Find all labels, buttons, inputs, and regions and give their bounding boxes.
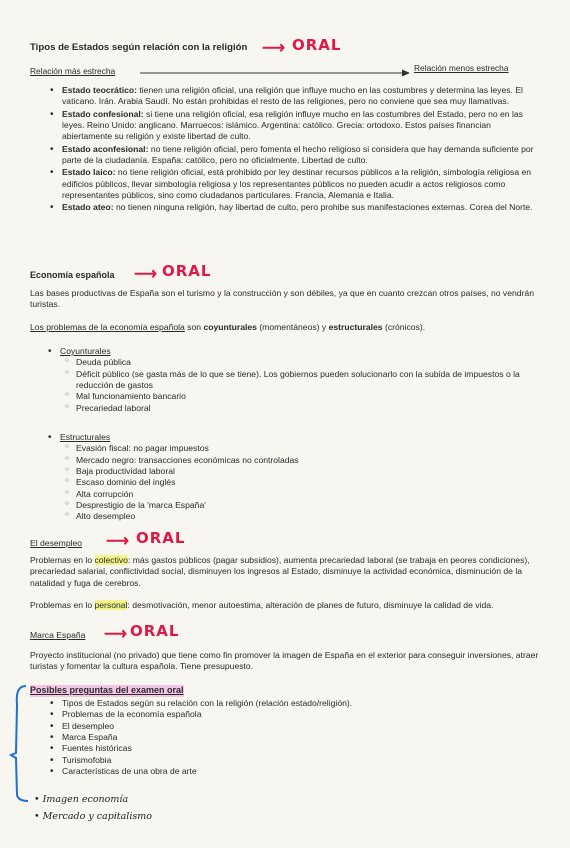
- economia-heading: Economía española: [30, 270, 115, 280]
- list-item: • Características de una obra de arte: [62, 766, 532, 777]
- oral-tag: ORAL: [292, 36, 342, 54]
- preguntas-list: [62, 698, 532, 777]
- coyunturales-list: [60, 346, 540, 414]
- list-item: • Estado teocrático: tienen una religión oficial, una religión que influye mucho en las costumbres y determina las leyes. El vaticano. Irán. Arabia Saudí. No están prohibidas el resto de las religiones, pero no conviene que sea muy llamativas.: [62, 85, 540, 108]
- handwritten-note: • Mercado y capitalismo: [34, 811, 152, 822]
- handwritten-note: • Imagen economía: [34, 794, 129, 805]
- spectrum-arrow: [140, 68, 410, 78]
- list-item: • Estado ateo: no tienen ninguna religión, hay libertad de culto, pero prohibe sus manifestaciones externas. Corea del Norte.: [62, 202, 540, 213]
- list-item: • Estado confesional: si tiene una religión oficial, esa religión influye mucho en las costumbres del Estado, pero no en las leyes. Reino Unido: anglicano. Marruecos: islámico. Argentina: católico. Grecia: ortodoxo. Estos países financian abiertamente su religión y existe libertad de culto.: [62, 109, 540, 143]
- economia-problems-intro: Los problemas de la economía española son coyunturales (momentáneos) y estructurales (crónicos).: [30, 322, 426, 332]
- list-item: • El desempleo: [62, 721, 532, 732]
- list-item: ○ Baja productividad laboral: [76, 466, 540, 477]
- list-item: • Estado aconfesional: no tiene religión oficial, pero fomenta el hecho religioso si considera que hay demanda suficiente por parte de la ciudadanía. España: católico, pero no oficialmente. Libertad de culto.: [62, 144, 540, 167]
- list-item: • Estado laico: no tiene religión oficial, está prohibido por ley destinar recursos públicos a la religión, simbología religiosa en edificios públicos, llevar simbología religiosa y los representantes públicos no pueden acudir a actos religiosos como representantes públicos, sino como ciudadanos particulares. Francia, Alemania e Italia.: [62, 167, 540, 201]
- arrow-icon: ⟶: [106, 533, 129, 550]
- list-item: • Coyunturales ○ Deuda pública ○ Déficit público (se gasta más de lo que se tiene). Los gobiernos pueden solucionarlo con la subida de impuestos o la reducción de gastos ○ Mal funcionamiento bancario ○ Precariedad laboral: [60, 346, 540, 414]
- spectrum-right: Relación menos estrecha: [414, 63, 509, 73]
- marca-heading: Marca España: [30, 630, 86, 640]
- oral-tag: ORAL: [130, 622, 180, 640]
- list-item: • Tipos de Estados según su relación con la religión (relación estado/religión).: [62, 698, 532, 709]
- list-item: ○ Deuda pública: [76, 357, 540, 368]
- desempleo-personal: Problemas en lo personal: desmotivación, menor autoestima, alteración de planes de futuro, disminuye la calidad de vida.: [30, 600, 494, 610]
- list-item: • Problemas de la economía española: [62, 709, 532, 720]
- bracket-mark: [8, 683, 32, 803]
- desempleo-colectivo: Problemas en lo colectivo: más gastos públicos (pagar subsidios), aumenta precariedad laboral (se trabaja en peores condiciones), precariedad salarial, conflictividad social, disminuyen los ingresos al Estado, disminuye la actividad económica, disminución de la natalidad y fuga de cerebros.: [30, 555, 530, 588]
- list-item: ○ Escaso dominio del inglés: [76, 477, 540, 488]
- page-title: Tipos de Estados según relación con la religión: [30, 42, 248, 53]
- arrow-icon: ⟶: [104, 626, 127, 643]
- list-item: ○ Desprestigio de la 'marca España': [76, 500, 540, 511]
- arrow-icon: ⟶: [134, 266, 157, 283]
- oral-tag: ORAL: [136, 529, 186, 547]
- estructurales-list: [60, 432, 540, 523]
- list-item: ○ Precariedad laboral: [76, 403, 540, 414]
- economia-paragraph: Las bases productivas de España son el turismo y la construcción y son débiles, ya que en cuanto crezcan otros países, no vendrán turistas.: [30, 288, 534, 310]
- list-item: • Fuentes históricas: [62, 743, 532, 754]
- marca-paragraph: Proyecto institucional (no privado) que tiene como fin promover la imagen de España en el exterior para conseguir inversiones, atraer turistas y fomentar la cultura española. Tiene presupuesto.: [30, 650, 539, 672]
- list-item: • Turismofobia: [62, 755, 532, 766]
- list-item: ○ Mal funcionamiento bancario: [76, 391, 540, 402]
- oral-tag: ORAL: [162, 262, 212, 280]
- preguntas-heading: Posibles preguntas del examen oral: [30, 685, 184, 695]
- list-item: ○ Mercado negro: transacciones económicas no controladas: [76, 455, 540, 466]
- list-item: ○ Déficit público (se gasta más de lo que se tiene). Los gobiernos pueden solucionarlo con la subida de impuestos o la reducción de gastos: [76, 369, 540, 392]
- arrow-icon: ⟶: [262, 40, 285, 57]
- list-item: • Estructurales ○ Evasión fiscal: no pagar impuestos ○ Mercado negro: transacciones económicas no controladas ○ Baja productividad laboral ○ Escaso dominio del inglés ○ Alta corrupción ○ Desprestigio de la 'marca España' ○ Alto desempleo: [60, 432, 540, 523]
- list-item: ○ Alto desempleo: [76, 511, 540, 522]
- estados-list: [62, 85, 540, 214]
- list-item: ○ Alta corrupción: [76, 489, 540, 500]
- spectrum-left: Relación más estrecha: [30, 66, 116, 76]
- list-item: • Marca España: [62, 732, 532, 743]
- list-item: ○ Evasión fiscal: no pagar impuestos: [76, 443, 540, 454]
- desempleo-heading: El desempleo: [30, 538, 83, 548]
